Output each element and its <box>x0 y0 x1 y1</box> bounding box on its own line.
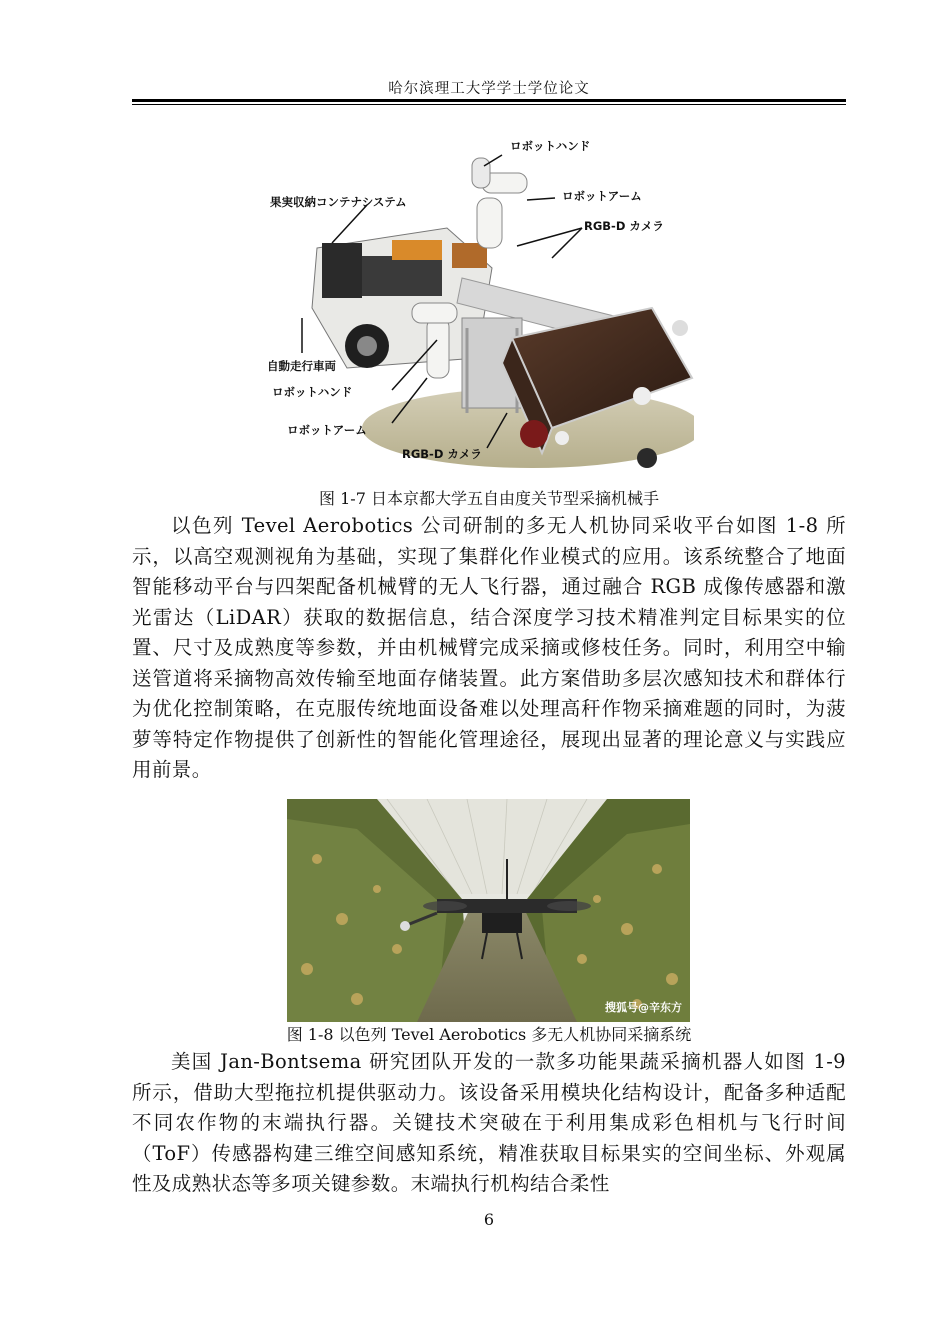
header-rule-thick <box>132 99 846 102</box>
label-container-system: 果実収納コンテナシステム <box>270 195 407 209</box>
orchard-drone-illustration <box>287 799 690 1022</box>
figure-1-7-caption: 图 1-7 日本京都大学五自由度关节型采摘机械手 <box>319 489 659 508</box>
figure-1-8-drone-photo <box>287 799 690 1022</box>
header-rule-thin <box>132 104 846 105</box>
body-paragraph-2: 美国 Jan-Bontsema 研究团队开发的一款多功能果蔬采摘机器人如图 1-9 所示，借助大型拖拉机提供驱动力。该设备采用模块化结构设计，配备多种适配不同农作物的末端执行器。关键技术突破在于利用集成彩色相机与飞行时间（ToF）传感器构建三维空间感知系统，精准获取目标果实的空间坐标、外观属性及成熟状态等多项关键参数。末端执行机构结合柔性 <box>132 1050 846 1195</box>
label-robot-hand-bottom: ロボットハンド <box>272 385 353 399</box>
label-rgbd-camera-top: RGB-D カメラ <box>584 219 664 233</box>
figure-1-8-caption: 图 1-8 以色列 Tevel Aerobotics 多无人机协同采摘系统 <box>286 1025 692 1044</box>
label-robot-arm-top: ロボットアーム <box>562 189 642 203</box>
page-number: 6 <box>483 1210 495 1229</box>
running-header: 哈尔滨理工大学学士学位论文 <box>388 81 590 97</box>
photo-watermark: 搜狐号@辛东方 <box>605 1001 682 1014</box>
figure-1-7-robot-vehicle <box>262 128 694 478</box>
label-robot-arm-bottom: ロボットアーム <box>287 423 367 437</box>
label-rgbd-camera-bottom: RGB-D カメラ <box>402 447 482 461</box>
body-paragraph-1: 以色列 Tevel Aerobotics 公司研制的多无人机协同采收平台如图 1-8 所示，以高空观测视角为基础，实现了集群化作业模式的应用。该系统整合了地面智能移动平台与四架配备机械臂的无人飞行器，通过融合 RGB 成像传感器和激光雷达（LiDAR）获取的数据信息，结合深度学习技术精准判定目标果实的位置、尺寸及成熟度等参数，并由机械臂完成采摘或修枝任务。同时，利用空中输送管道将采摘物高效传输至地面存储装置。此方案借助多层次感知技术和群体行为优化控制策略，在克服传统地面设备难以处理高秆作物采摘难题的同时，为菠萝等特定作物提供了创新性的智能化管理途径，展现出显著的理论意义与实践应用前景。 <box>132 514 846 781</box>
robot-vehicle-illustration <box>262 128 694 478</box>
label-robot-hand-top: ロボットハンド <box>510 139 591 153</box>
label-autonomous-vehicle: 自動走行車両 <box>267 359 336 373</box>
